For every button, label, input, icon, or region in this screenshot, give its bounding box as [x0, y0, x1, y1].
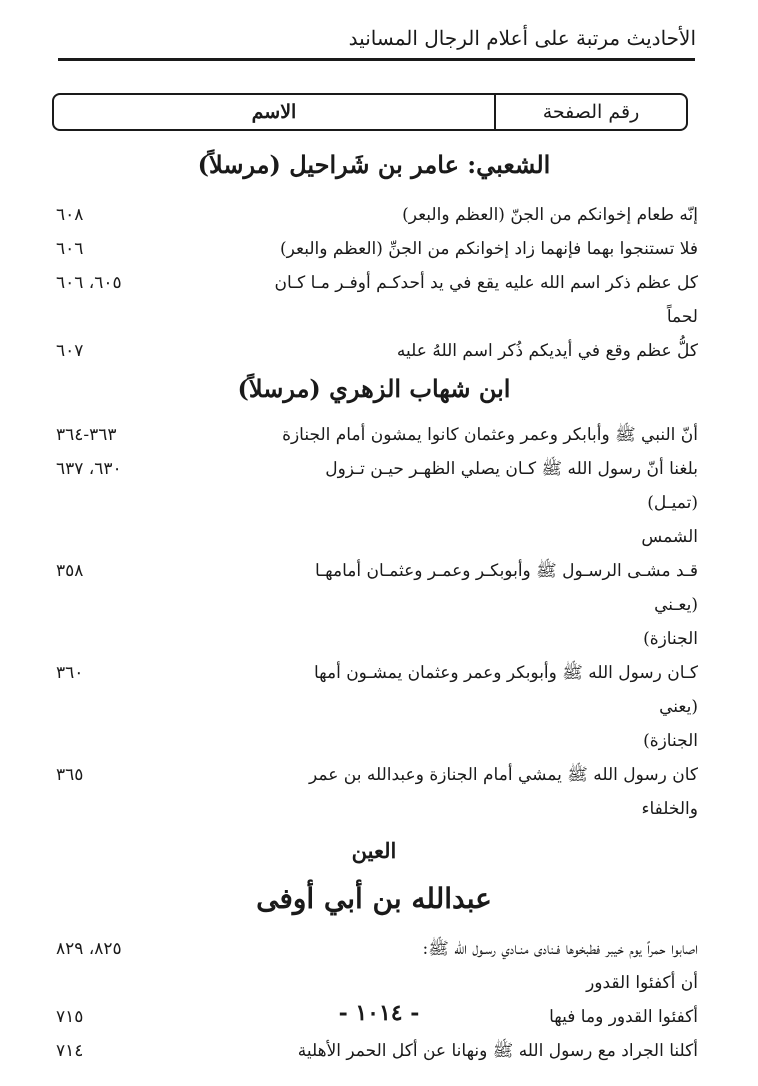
- hadith-text: قـد مشـى الرسـول ﷺ وأبوبكـر وعمـر وعثمـان أمامهـا (يعـني الجنازة): [271, 554, 698, 656]
- page-numbers: ٦٠٥، ٦٠٦: [56, 273, 122, 293]
- hadith-text-continuation: لحماً: [666, 307, 698, 327]
- page-numbers: ٧١٥: [56, 1007, 84, 1027]
- page-numbers: ٣٥٨: [56, 561, 84, 581]
- hadith-text-continuation: أن أكفئوا القدور: [586, 973, 698, 993]
- page-numbers: ٦٠٧: [56, 341, 84, 361]
- column-header: [52, 93, 688, 131]
- hadith-text: كـان رسول الله ﷺ وأبوبكر وعمر وعثمان يمشـون أمها (يعني الجنازة): [271, 656, 698, 758]
- page-numbers: ٧١٤: [56, 1041, 84, 1061]
- index-entry: [50, 266, 698, 334]
- hadith-text: كان رسول الله ﷺ يمشي أمام الجنازة وعبدالله بن عمر والخلفاء: [309, 765, 698, 819]
- index-entry: [50, 334, 698, 368]
- index-entry: [50, 452, 698, 554]
- index-entry: [50, 418, 698, 452]
- hadith-text-continuation: الجنازة): [643, 731, 698, 751]
- name-column-label: الاسم: [251, 101, 297, 123]
- hadith-text-continuation: الجنازة): [643, 629, 698, 649]
- section-title-ibn-abi-awfa: عبدالله بن أبي أوفى: [256, 882, 492, 915]
- index-entry: [50, 932, 698, 1000]
- section-title-zuhri: ابن شهاب الزهري (مرسلاً): [237, 374, 511, 403]
- index-entry: [50, 232, 698, 266]
- page-numbers: ٣٦٥: [56, 765, 84, 785]
- index-content: [50, 148, 698, 1068]
- index-entry: [50, 656, 698, 758]
- index-entry: [50, 554, 698, 656]
- header-rule: [58, 58, 695, 61]
- page-numbers: ٦٠٦: [56, 239, 84, 259]
- index-entry: [50, 758, 698, 826]
- letter-heading-ayn: العين: [351, 838, 397, 863]
- page-column-label: رقم الصفحة: [494, 95, 686, 129]
- hadith-text: اصابوا حمراً يوم خيبر فطبخوها فـنادى منـادي رسـول الله ﷺ: أن أكفئوا القدور: [271, 932, 698, 1000]
- index-entry: [50, 198, 698, 232]
- hadith-text: أكفئوا القدور وما فيها: [549, 1007, 698, 1027]
- hadith-text: أنّ النبي ﷺ وأبابكر وعمر وعثمان كانوا يمشون أمام الجنازة: [282, 425, 698, 445]
- page-numbers: ٣٦٣-٣٦٤: [56, 425, 117, 445]
- hadith-text: بلغنا أنّ رسول الله ﷺ كـان يصلي الظهـر حيـن تـزول (تميـل) الشمس: [271, 452, 698, 554]
- hadith-text: أكلنا الجراد مع رسول الله ﷺ ونهانا عن أكل الحمر الأهلية: [297, 1041, 698, 1061]
- running-title: الأحاديث مرتبة على أعلام الرجال المسانيد: [348, 26, 696, 50]
- page-numbers: ٦٠٨: [56, 205, 84, 225]
- hadith-text: إنّه طعام إخوانكم من الجنّ (العظم والبعر): [402, 205, 698, 225]
- section-title-shabi: الشعبي: عامر بن شَراحيل (مرسلاً): [197, 150, 551, 179]
- hadith-text-continuation: الشمس: [641, 527, 698, 547]
- hadith-text: فلا تستنجوا بهما فإنهما زاد إخوانكم من الجنِّ (العظم والبعر): [280, 239, 698, 259]
- hadith-text: كل عظم ذكر اسم الله عليه يقع في يد أحدكـم أوفـر مـا كـان لحماً: [271, 266, 698, 334]
- page-numbers: ٦٣٠، ٦٣٧: [56, 459, 122, 479]
- page-numbers: ٨٢٥، ٨٢٩: [56, 939, 122, 959]
- hadith-text: كلُّ عظم وقع في أيديكم ذُكر اسم اللهُ عليه: [396, 341, 698, 361]
- index-entry: [50, 1034, 698, 1068]
- page-numbers: ٣٦٠: [56, 663, 84, 683]
- page-number-footer: - ١٠١٤ -: [338, 1000, 420, 1026]
